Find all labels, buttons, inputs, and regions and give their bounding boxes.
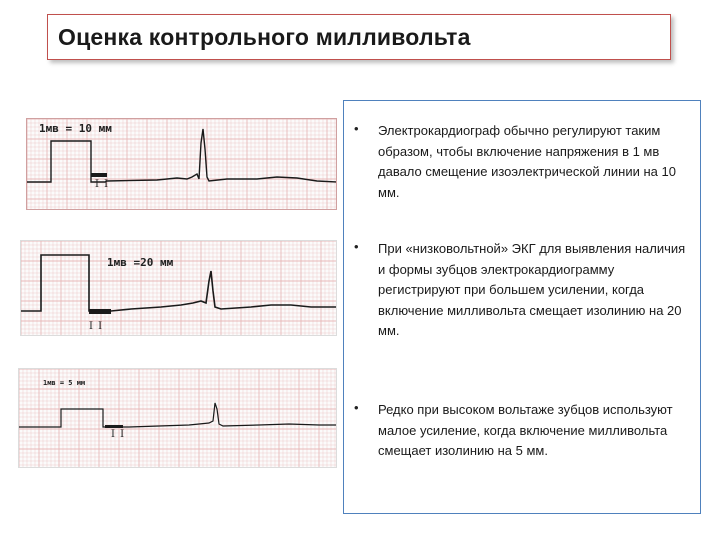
lead-label: I I [111, 429, 126, 440]
ecg-strip-20mm [20, 240, 337, 336]
slide-title-box [47, 14, 671, 60]
ecg-marker [91, 173, 107, 177]
bullet-marker: • [354, 239, 359, 254]
calibration-label: 1мв =20 мм [107, 256, 174, 269]
lead-label: I I [95, 179, 110, 190]
ecg-trace [19, 403, 337, 427]
bullet-text: Редко при высоком вольтаже зубцов используют малое усиление, когда включение милливольта смещает изолинию на 5 мм. [378, 402, 673, 458]
ecg-marker [89, 309, 111, 314]
lead-label: I I [89, 321, 104, 332]
slide-title: Оценка контрольного милливольта [58, 23, 471, 50]
ecg-strip-10mm [26, 118, 337, 210]
ecg-trace [21, 255, 337, 311]
description-box [343, 100, 701, 514]
calibration-label: 1мв = 5 мм [43, 379, 86, 387]
bullet-marker: • [354, 400, 359, 415]
ecg-marker [105, 425, 123, 428]
bullet-marker: • [354, 121, 359, 136]
ecg-strip-5mm [18, 368, 337, 468]
ecg-strip-20mm-graphic [21, 241, 337, 336]
calibration-label: 1мв = 10 мм [39, 122, 112, 135]
ecg-trace [27, 129, 337, 182]
bullet-text: Электрокардиограф обычно регулируют таким образом, чтобы включение напряжения в 1 мв давало смещение изоэлектрической линии на 10 мм. [378, 123, 676, 200]
bullet-text: При «низковольтной» ЭКГ для выявления наличия и формы зубцов электрокардиограмму регистрируют при большем усилении, когда включение милливольта смещает изолинию на 20 мм. [378, 241, 686, 338]
